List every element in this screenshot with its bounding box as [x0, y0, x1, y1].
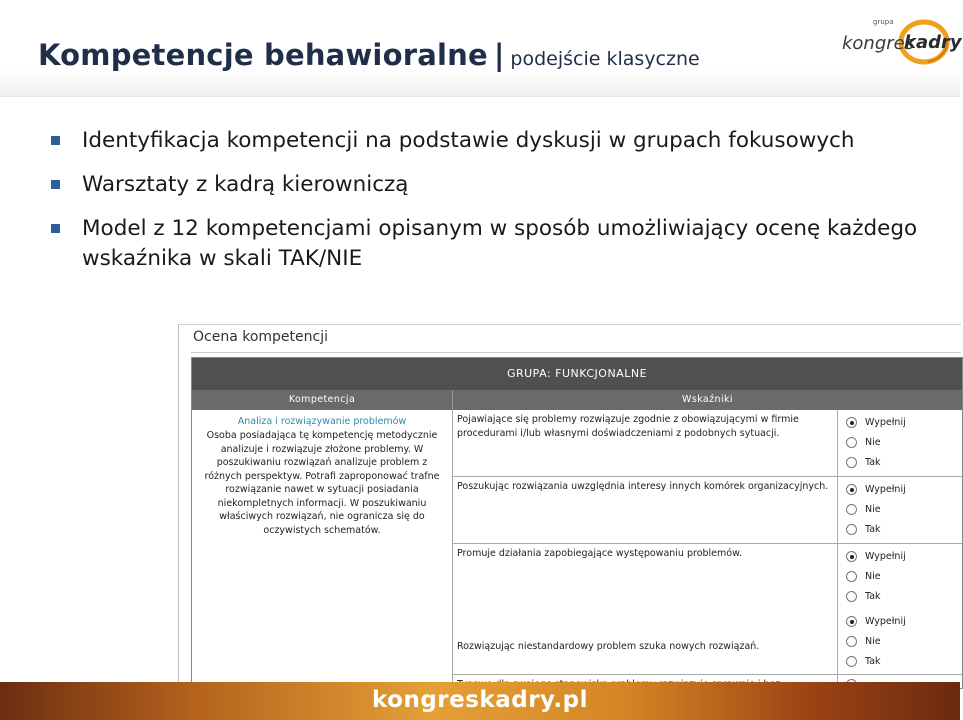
radio-icon[interactable]	[846, 656, 857, 667]
radio-option-yes[interactable]	[846, 524, 881, 535]
kongres-kadry-logo	[838, 16, 962, 68]
radio-option-no[interactable]	[846, 636, 881, 647]
option-label: Nie	[865, 571, 881, 582]
radio-icon[interactable]	[846, 437, 857, 448]
competence-assessment-screenshot	[178, 324, 961, 683]
group-header: GRUPA: FUNKCJONALNE	[192, 358, 962, 390]
radio-icon[interactable]	[846, 484, 857, 495]
bullet-square-icon	[51, 224, 60, 233]
radio-option-yes[interactable]	[846, 656, 881, 667]
indicator-text: Rozwiązując niestandardowy problem szuka nowych rozwiązań.	[457, 641, 760, 652]
radio-option-fill[interactable]	[846, 551, 906, 562]
indicator-text: Poszukując rozwiązania uwzględnia interesy innych komórek organizacyjnych.	[457, 481, 829, 492]
radio-option-no[interactable]	[846, 504, 881, 515]
option-label: Nie	[865, 437, 881, 448]
option-label: Tak	[865, 591, 881, 602]
logo-word-kongres: kongres	[842, 33, 915, 54]
option-label: Nie	[865, 504, 881, 515]
logo-tiny-text: grupa	[873, 18, 894, 26]
radio-icon[interactable]	[846, 636, 857, 647]
option-label: Wypełnij	[865, 417, 906, 428]
option-label: Tak	[865, 457, 881, 468]
radio-option-no[interactable]	[846, 437, 881, 448]
column-header-competence: Kompetencja	[192, 390, 453, 410]
bullet-item	[48, 214, 928, 274]
bullet-square-icon	[51, 136, 60, 145]
title-subtitle: podejście klasyczne	[510, 48, 700, 70]
footer-url[interactable]: kongreskadry.pl	[371, 687, 589, 713]
option-label: Tak	[865, 524, 881, 535]
radio-icon[interactable]	[846, 457, 857, 468]
option-label: Nie	[865, 636, 881, 647]
panel-divider	[191, 352, 961, 353]
radio-icon[interactable]	[846, 417, 857, 428]
option-label: Wypełnij	[865, 551, 906, 562]
bullet-item	[48, 170, 928, 200]
slide-title	[38, 38, 700, 72]
indicator-options	[837, 544, 963, 674]
competence-name[interactable]: Analiza i rozwiązywanie problemów	[237, 416, 407, 427]
option-label: Wypełnij	[865, 616, 906, 627]
radio-icon[interactable]	[846, 551, 857, 562]
bullet-text: Model z 12 kompetencjami opisanym w sposób umożliwiający ocenę każdego wskaźnika w skali TAK/NIE	[82, 216, 918, 271]
radio-icon[interactable]	[846, 591, 857, 602]
radio-option-fill[interactable]	[846, 484, 906, 495]
option-label: Wypełnij	[865, 484, 906, 495]
radio-icon[interactable]	[846, 571, 857, 582]
panel-title: Ocena kompetencji	[193, 329, 328, 345]
radio-icon[interactable]	[846, 616, 857, 627]
option-label: Tak	[865, 656, 881, 667]
slide-footer	[0, 682, 960, 720]
bullet-item	[48, 126, 928, 156]
radio-option-fill[interactable]	[846, 417, 906, 428]
competence-description: Osoba posiadająca tę kompetencję metodycznie analizuje i rozwiązuje złożone problemy. W poszukiwaniu rozwiązań analizuje problem z różnych perspektyw. Potrafi zaproponować trafne rozwiązanie nawet w sytuacji posiadania niekompletnych informacji. W poszukiwaniu właściwych rozwiązań, nie ogranicza się do oczywistych schematów.	[204, 430, 440, 536]
radio-icon[interactable]	[846, 524, 857, 535]
bullet-square-icon	[51, 180, 60, 189]
indicator-text: Promuje działania zapobiegające występowaniu problemów.	[457, 548, 742, 559]
radio-option-yes[interactable]	[846, 457, 881, 468]
assessment-table	[191, 357, 963, 689]
title-main: Kompetencje behawioralne	[38, 38, 488, 72]
title-separator: |	[493, 38, 505, 72]
indicator-options	[837, 410, 963, 476]
radio-icon[interactable]	[846, 504, 857, 515]
indicator-text: Pojawiające się problemy rozwiązuje zgodnie z obowiązującymi w firmie procedurami i/lub własnymi doświadczeniami z podobnych sytuacji.	[457, 414, 799, 439]
bullet-text: Warsztaty z kadrą kierowniczą	[82, 172, 409, 197]
radio-option-no[interactable]	[846, 571, 881, 582]
indicator-options	[837, 477, 963, 543]
radio-option-fill[interactable]	[846, 616, 906, 627]
bullet-text: Identyfikacja kompetencji na podstawie dyskusji w grupach fokusowych	[82, 128, 855, 153]
radio-option-yes[interactable]	[846, 591, 881, 602]
column-header-indicators: Wskaźniki	[453, 390, 962, 410]
bullet-list	[48, 126, 928, 288]
competence-cell	[192, 410, 453, 690]
logo-word-kadry: kadry	[904, 32, 962, 53]
slide-header	[0, 0, 960, 97]
